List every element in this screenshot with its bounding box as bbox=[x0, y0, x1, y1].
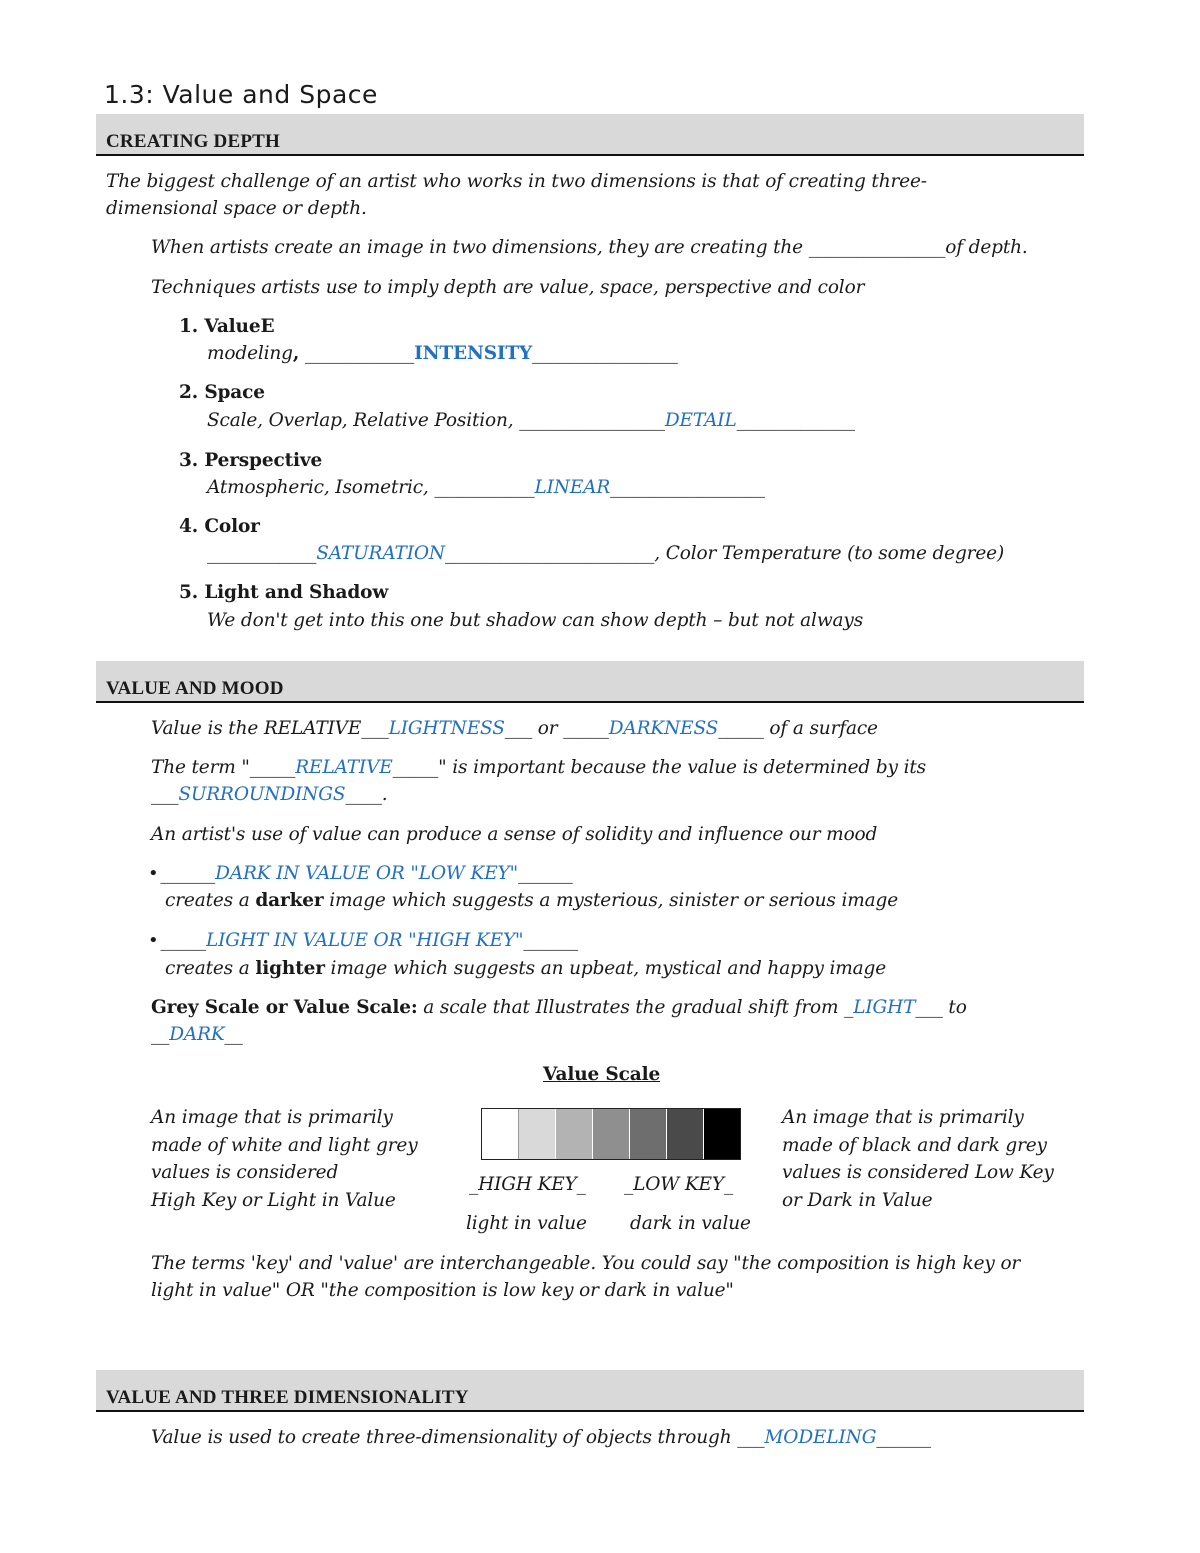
light-description bbox=[165, 958, 886, 979]
blank-a: ____________ bbox=[207, 543, 317, 564]
right-desc-line: An image that is primarily bbox=[782, 1107, 1024, 1128]
section-title: CREATING DEPTH bbox=[106, 131, 280, 152]
list-heading: Color bbox=[204, 516, 260, 537]
high-key-label: _HIGH KEY_ bbox=[469, 1174, 586, 1195]
answer-intensity: INTENSITY bbox=[414, 343, 533, 364]
light-in-value-label: light in value bbox=[466, 1213, 587, 1234]
list-heading: Light and Shadow bbox=[204, 582, 389, 603]
illusion-sentence bbox=[151, 237, 1028, 258]
list-heading: Space bbox=[204, 382, 265, 403]
modeling-sentence bbox=[151, 1427, 931, 1448]
value-swatch bbox=[667, 1109, 704, 1159]
dark-desc-pre: creates a bbox=[165, 890, 256, 911]
answer-light-high-key: LIGHT IN VALUE OR "HIGH KEY" bbox=[205, 930, 524, 951]
list-number: 2. bbox=[179, 382, 199, 403]
light-pre: _____ bbox=[160, 930, 206, 951]
bullet-icon: • bbox=[148, 930, 159, 951]
section-header-value-and-mood bbox=[96, 661, 1084, 703]
list-item-value-head bbox=[179, 316, 274, 337]
blank-b: ________________ bbox=[532, 343, 678, 364]
left-desc-line: An image that is primarily bbox=[151, 1107, 393, 1128]
grey-scale-definition bbox=[151, 997, 967, 1018]
right-description bbox=[782, 1104, 1054, 1214]
list-item-light-shadow-sub: We don't get into this one but shadow can show depth – but not always bbox=[207, 610, 864, 631]
answer-light: LIGHT bbox=[853, 997, 916, 1018]
answer-relative: RELATIVE bbox=[295, 757, 393, 778]
light-desc-bold: lighter bbox=[255, 958, 325, 979]
blank-a: ____________ bbox=[299, 343, 415, 364]
value-scale-title: Value Scale bbox=[543, 1064, 661, 1085]
answer-dark-low-key: DARK IN VALUE OR "LOW KEY" bbox=[215, 863, 518, 884]
section-title: VALUE AND THREE DIMENSIONALITY bbox=[106, 1387, 469, 1408]
dark-desc-post: image which suggests a mysterious, sinister or serious image bbox=[323, 890, 898, 911]
light-desc-post: image which suggests an upbeat, mystical and happy image bbox=[324, 958, 887, 979]
modeling-pre: Value is used to create three-dimensionality of objects through ___ bbox=[151, 1427, 765, 1448]
grey-scale-mid: ___ to bbox=[915, 997, 967, 1018]
left-desc-line: High Key or Light in Value bbox=[151, 1189, 396, 1211]
value-scale-bar bbox=[481, 1108, 741, 1160]
list-item-color-sub bbox=[207, 543, 1004, 564]
blank-b: _____________ bbox=[736, 410, 855, 431]
blank-b: _________________ bbox=[610, 477, 765, 498]
answer-surroundings: SURROUNDINGS bbox=[178, 784, 346, 805]
blank-b: _______________________ bbox=[444, 543, 655, 564]
illusion-post: of depth. bbox=[945, 237, 1028, 258]
list-item-perspective-sub bbox=[207, 477, 765, 498]
value-swatch bbox=[630, 1109, 667, 1159]
left-desc-line: values is considered bbox=[151, 1162, 339, 1183]
surr-post: ____. bbox=[345, 784, 388, 805]
solidity-sentence: An artist's use of value can produce a sense of solidity and influence our mood bbox=[151, 824, 878, 845]
sub-text: Scale, Overlap, Relative Position, ________________ bbox=[207, 410, 665, 431]
answer-modeling: MODELING bbox=[764, 1427, 877, 1448]
dark-desc-bold: darker bbox=[255, 890, 324, 911]
list-item-color-head bbox=[179, 516, 260, 537]
answer-darkness: DARKNESS bbox=[608, 718, 719, 739]
terms-sentence-1: The terms 'key' and 'value' are interchangeable. You could say "the composition is high key or bbox=[151, 1253, 1021, 1274]
surr-pre: ___ bbox=[151, 784, 179, 805]
value-swatch bbox=[593, 1109, 630, 1159]
value-def-mid: ___ or _____ bbox=[504, 718, 609, 739]
dark-post: ______ bbox=[517, 863, 573, 884]
light-post: ______ bbox=[523, 930, 578, 951]
modeling-post: ______ bbox=[876, 1427, 931, 1448]
dark-pre: ______ bbox=[160, 863, 216, 884]
grey-scale-definition-cont bbox=[151, 1024, 243, 1045]
sub-post: , Color Temperature (to some degree) bbox=[654, 543, 1005, 564]
section-title: VALUE AND MOOD bbox=[106, 678, 284, 699]
right-desc-line: values is considered Low Key bbox=[782, 1162, 1054, 1183]
value-definition bbox=[151, 718, 878, 739]
list-item-space-head bbox=[179, 382, 265, 403]
bullet-dark bbox=[148, 863, 573, 884]
low-key-label: _LOW KEY_ bbox=[624, 1174, 734, 1195]
answer-linear: LINEAR bbox=[534, 477, 611, 498]
value-def-text: Value is the RELATIVE___ bbox=[151, 718, 389, 739]
list-item-perspective-head bbox=[179, 450, 322, 471]
list-number: 1. bbox=[179, 316, 199, 337]
bullet-icon: • bbox=[148, 863, 159, 884]
terms-sentence-2: light in value" OR "the composition is low key or dark in value" bbox=[151, 1280, 734, 1301]
page-title: 1.3: Value and Space bbox=[104, 80, 378, 109]
relative-pre: The term "_____ bbox=[151, 757, 296, 778]
left-description bbox=[151, 1104, 418, 1214]
answer-dark: DARK bbox=[169, 1024, 225, 1045]
list-heading: Perspective bbox=[204, 450, 323, 471]
dark-in-value-label: dark in value bbox=[630, 1213, 751, 1234]
value-swatch bbox=[482, 1109, 519, 1159]
sub-text: modeling bbox=[207, 343, 293, 364]
sub-comma: , bbox=[292, 343, 300, 364]
answer-lightness: LIGHTNESS bbox=[388, 718, 505, 739]
section-header-value-three-dimensionality bbox=[96, 1370, 1084, 1412]
list-item-light-shadow-head bbox=[179, 582, 388, 603]
right-desc-line: or Dark in Value bbox=[782, 1189, 933, 1211]
depth-intro-line-1: The biggest challenge of an artist who works in two dimensions is that of creating three- bbox=[106, 171, 927, 192]
list-item-space-sub bbox=[207, 410, 855, 431]
grey-scale-term: Grey Scale or Value Scale: bbox=[151, 997, 418, 1018]
list-number: 3. bbox=[179, 450, 199, 471]
illusion-blank: _______________ bbox=[808, 237, 946, 258]
list-item-value-sub bbox=[207, 343, 678, 364]
answer-saturation: SATURATION bbox=[316, 543, 445, 564]
list-heading: ValueE bbox=[204, 316, 275, 337]
list-number: 4. bbox=[179, 516, 199, 537]
dark-description bbox=[165, 890, 898, 911]
relative-sentence bbox=[151, 757, 926, 778]
depth-intro-line-2: dimensional space or depth. bbox=[106, 198, 367, 219]
value-swatch bbox=[556, 1109, 593, 1159]
sub-text: Atmospheric, Isometric, ___________ bbox=[207, 477, 535, 498]
value-def-post: _____ of a surface bbox=[718, 718, 878, 739]
right-desc-line: made of black and dark grey bbox=[782, 1134, 1047, 1156]
light-desc-pre: creates a bbox=[165, 958, 256, 979]
illusion-text: When artists create an image in two dimensions, they are creating the bbox=[151, 237, 809, 258]
surroundings-sentence bbox=[151, 784, 388, 805]
relative-post: _____" is important because the value is determined by its bbox=[392, 757, 926, 778]
value-swatch bbox=[704, 1109, 740, 1159]
techniques-sentence: Techniques artists use to imply depth are value, space, perspective and color bbox=[151, 277, 865, 298]
bullet-light bbox=[148, 930, 578, 951]
grey-scale-text: a scale that Illustrates the gradual shift from _ bbox=[417, 997, 854, 1018]
grey-post2: __ bbox=[224, 1024, 243, 1045]
section-header-creating-depth bbox=[96, 114, 1084, 156]
list-number: 5. bbox=[179, 582, 199, 603]
left-desc-line: made of white and light grey bbox=[151, 1134, 418, 1156]
value-swatch bbox=[519, 1109, 556, 1159]
grey-pre2: __ bbox=[151, 1024, 170, 1045]
answer-detail: DETAIL bbox=[664, 410, 737, 431]
